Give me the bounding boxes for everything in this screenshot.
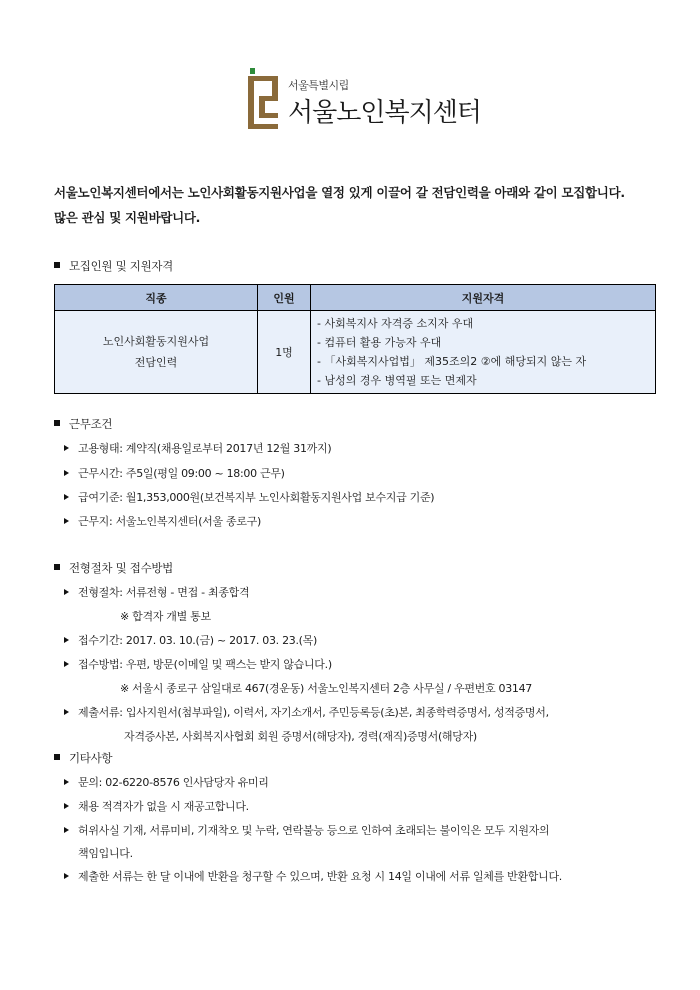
list-item [64,868,562,884]
recruitment-table [54,284,656,394]
triangle-bullet-icon [64,827,69,833]
address-note: ※ 서울시 종로구 삼일대로 467(경운동) 서울노인복지센터 2층 사무실 / 우편번호 03147 [120,682,533,695]
table-header-row [55,285,656,311]
logo-subtitle: 서울특별시립 [288,79,349,92]
table-header: 인원 [258,285,311,311]
list-item-text: 급여기준: 월1,353,000원(보건복지부 노인사회활동지원사업 보수지급 기준) [78,491,435,504]
headcount-cell: 1명 [258,311,311,394]
section-title: 전형절차 및 접수방법 [69,561,173,575]
list-item-text: 근무시간: 주5일(평일 09:00 ~ 18:00 근무) [78,467,285,480]
qualifications-cell [311,311,656,394]
square-bullet-icon [54,564,60,570]
job-type-cell [55,311,258,394]
list-item-text: 근무지: 서울노인복지센터(서울 종로구) [78,515,261,528]
square-bullet-icon [54,754,60,760]
list-item-text: 제출서류: 입사지원서(첨부파일), 이력서, 자기소개서, 주민등록등(초)본, 최종학력증명서, 성적증명서, [78,706,549,719]
center-emblem-icon [246,68,280,130]
list-item-text: 문의: 02-6220-8576 인사담당자 유미리 [78,776,269,789]
list-item [64,440,331,456]
list-item [64,489,434,505]
list-item-text: 허위사실 기재, 서류미비, 기재착오 및 누락, 연락불능 등으로 인하여 초래되는 불이익은 모두 지원자의 [78,824,550,837]
list-item [64,513,261,529]
section-title: 근무조건 [69,417,113,431]
list-item [64,656,332,672]
list-item [64,774,269,790]
list-item [64,822,549,838]
list-item [64,798,249,814]
qualification-item: - 사회복지사 자격증 소지자 우대 [317,317,474,330]
qualification-item: - 「사회복지사업법」 제35조의2 ②에 해당되지 않는 자 [317,355,587,368]
list-item [64,632,317,648]
list-item-text: 전형절차: 서류전형 - 면접 - 최종합격 [78,586,250,599]
section-title: 모집인원 및 지원자격 [69,259,173,273]
false-info-continuation: 책임입니다. [78,847,133,860]
documents-continuation: 자격증사본, 사회복지사협회 회원 증명서(해당자), 경력(재직)증명서(해당자) [124,730,477,743]
list-item-text: 채용 적격자가 없을 시 재공고합니다. [78,800,249,813]
triangle-bullet-icon [64,470,69,476]
list-item [64,584,249,600]
list-item-text: 고용형태: 계약직(채용일로부터 2017년 12월 31까지) [78,442,332,455]
triangle-bullet-icon [64,637,69,643]
list-item-text: 접수방법: 우편, 방문(이메일 및 팩스는 받지 않습니다.) [78,658,332,671]
triangle-bullet-icon [64,445,69,451]
square-bullet-icon [54,420,60,426]
table-header: 지원자격 [311,285,656,311]
triangle-bullet-icon [64,494,69,500]
procedure-note: ※ 합격자 개별 통보 [120,610,211,623]
table-header: 직종 [55,285,258,311]
list-item-text: 제출한 서류는 한 달 이내에 반환을 청구할 수 있으며, 반환 요청 시 14일 이내에 서류 일체를 반환합니다. [78,870,562,883]
section-title: 기타사항 [69,751,113,765]
job-type-line: 노인사회활동지원사업 [102,335,210,348]
job-type-line: 전담인력 [134,356,178,369]
square-bullet-icon [54,262,60,268]
table-row [55,311,656,394]
list-item [64,465,285,481]
triangle-bullet-icon [64,873,69,879]
intro-line-1: 서울노인복지센터에서는 노인사회활동지원사업을 열정 있게 이끌어 갈 전담인력을 아래와 같이 모집합니다. [54,185,625,200]
list-item [64,704,549,720]
section-procedure-heading [54,560,173,576]
triangle-bullet-icon [64,589,69,595]
list-item-text: 접수기간: 2017. 03. 10.(금) ~ 2017. 03. 23.(목) [78,634,317,647]
logo-title: 서울노인복지센터 [288,98,481,128]
triangle-bullet-icon [64,661,69,667]
center-logo [246,68,486,132]
triangle-bullet-icon [64,709,69,715]
section-other-heading [54,750,112,766]
triangle-bullet-icon [64,518,69,524]
section-recruitment-heading [54,258,173,274]
intro-line-2: 많은 관심 및 지원바랍니다. [54,210,201,225]
triangle-bullet-icon [64,803,69,809]
intro-paragraph [54,180,654,230]
qualification-item: - 컴퓨터 활용 가능자 우대 [317,336,442,349]
triangle-bullet-icon [64,779,69,785]
section-working-conditions-heading [54,416,112,432]
qualification-item: - 남성의 경우 병역필 또는 면제자 [317,374,477,387]
